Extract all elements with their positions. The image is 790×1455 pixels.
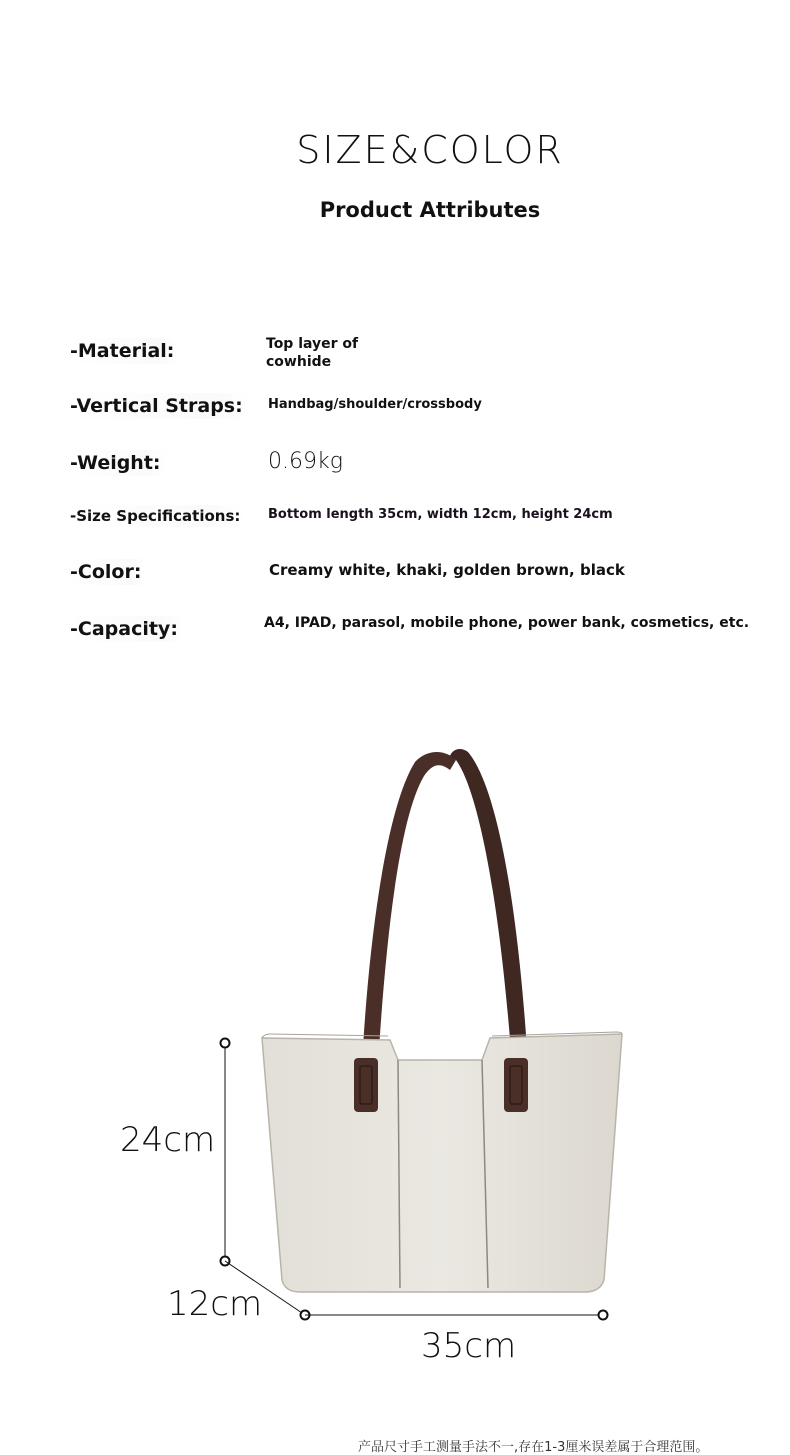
page-title: SIZE&COLOR [296, 128, 564, 172]
color-value: Creamy white, khaki, golden brown, black [269, 561, 625, 579]
bag-body [262, 1032, 622, 1292]
height-dimension-line [221, 1039, 230, 1266]
width-dimension-label: 12cm [167, 1284, 263, 1324]
size-value: Bottom length 35cm, width 12cm, height 24cm [268, 507, 613, 522]
color-label: -Color: [68, 559, 147, 585]
strap-left [362, 752, 456, 1065]
material-value: Top layer of cowhide [266, 336, 359, 370]
size-label: -Size Specifications: [68, 505, 246, 527]
length-dimension-line [305, 1311, 608, 1320]
capacity-value: A4, IPAD, parasol, mobile phone, power bank, cosmetics, etc. [264, 615, 750, 631]
capacity-label: -Capacity: [68, 616, 184, 642]
page-subtitle: Product Attributes [319, 198, 541, 222]
strap-right [450, 749, 528, 1065]
weight-label: -Weight: [68, 450, 167, 476]
weight-value: 0.69kg [268, 449, 343, 474]
straps-label: -Vertical Straps: [68, 393, 249, 419]
length-dimension-label: 35cm [421, 1326, 517, 1366]
straps-value: Handbag/shoulder/crossbody [268, 397, 482, 412]
measurement-footnote: 产品尺寸手工测量手法不一,存在1-3厘米误差属于合理范围。 [358, 1440, 709, 1455]
height-dimension-label: 24cm [120, 1120, 216, 1160]
material-label: -Material: [68, 338, 180, 364]
